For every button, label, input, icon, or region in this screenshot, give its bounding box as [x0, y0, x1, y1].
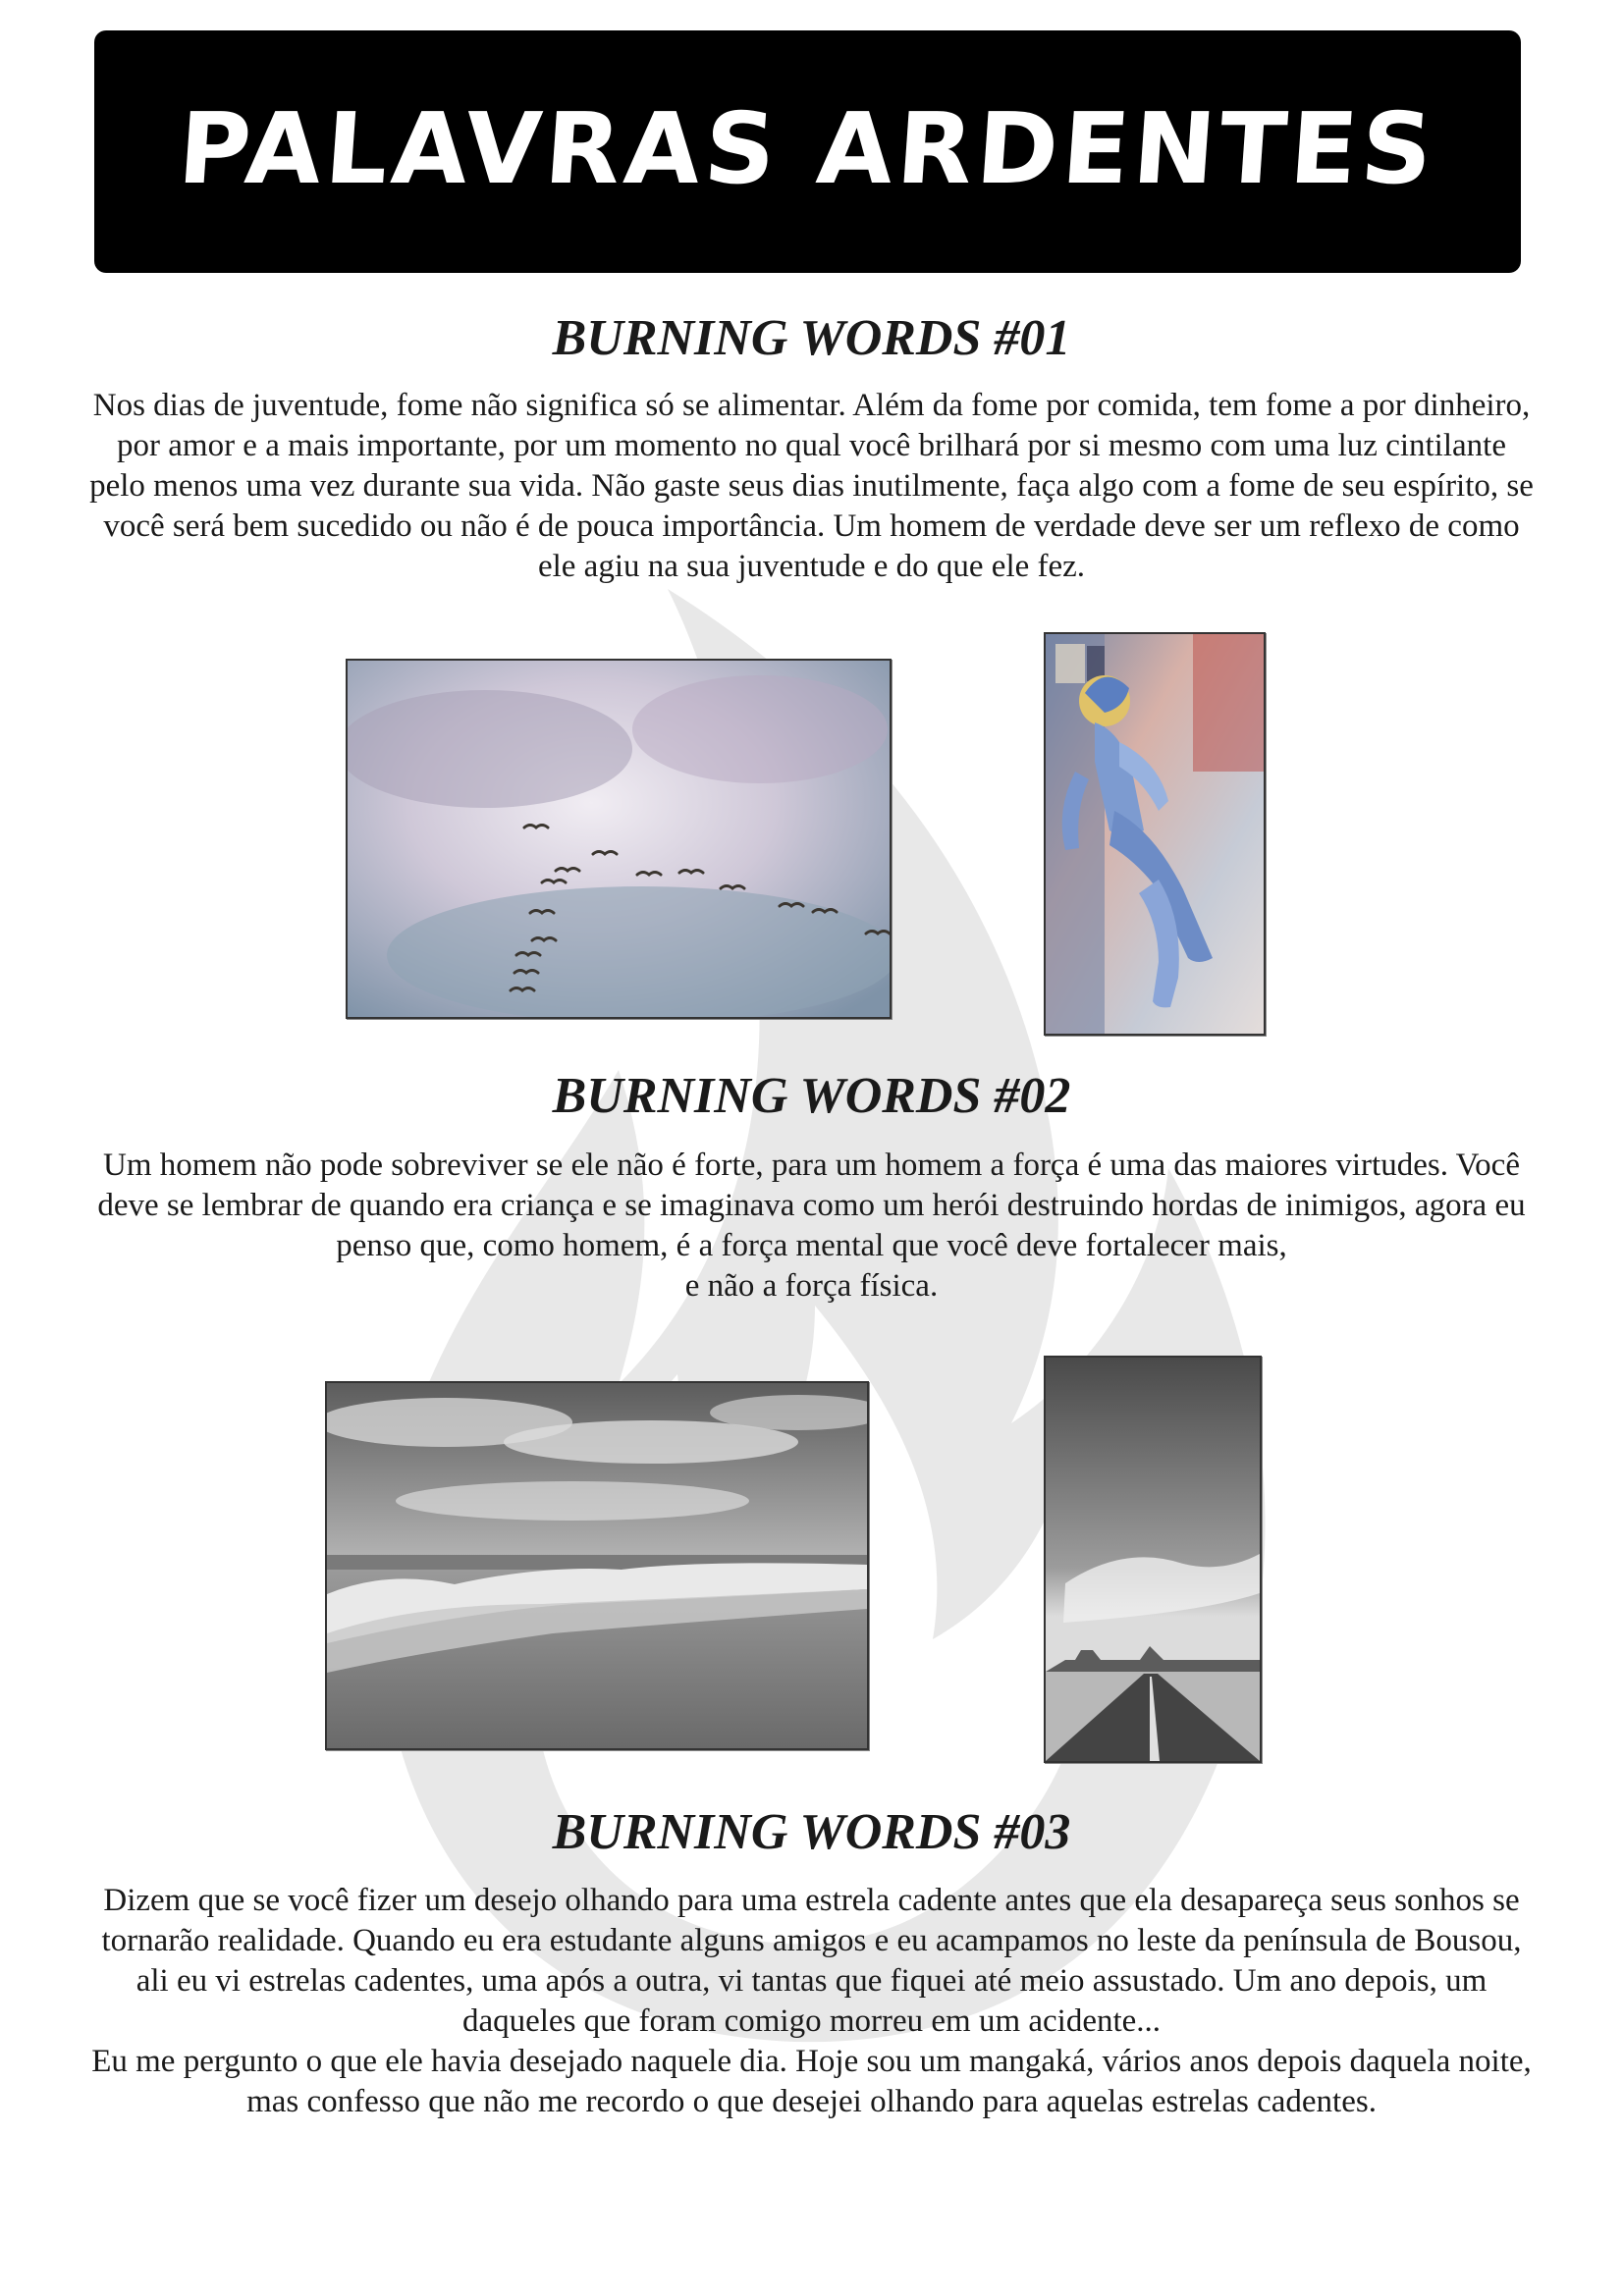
section-text-03 [88, 1881, 1535, 2122]
desert-road-photo [1044, 1356, 1262, 1763]
paragraph: Dizem que se você fizer um desejo olhando para uma estrela cadente antes que ela desapareça seus sonhos se tornarão realidade. Quando eu era estudante alguns amigos e eu acampamos no leste da península de Bousou, ali eu vi estrelas cadentes, uma após a outra, vi tantas que fiquei até meio assustado. Um ano depois, um daqueles que foram comigo morreu em um acidente... [101, 1883, 1522, 2039]
paragraph: Nos dias de juventude, fome não significa só se alimentar. Além da fome por comida, tem fome a por dinheiro, por amor e a mais importante, por um momento no qual você brilhará por si mesmo com uma luz cintilante pelo menos uma vez durante sua vida. Não gaste seus dias inutilmente, faça algo com a fome de seu espírito, se você será bem sucedido ou não é de pouca importância. Um homem de verdade deve ser um reflexo de como ele agiu na sua juventude e do que ele fez. [89, 388, 1534, 584]
page-title: PALAVRAS ARDENTES [175, 91, 1440, 206]
beach-waves-photo [325, 1381, 869, 1750]
title-banner [94, 30, 1521, 273]
paragraph: Um homem não pode sobreviver se ele não é forte, para um homem a força é uma das maiores virtudes. Você deve se lembrar de quando era criança e se imaginava como um herói destruindo hordas de inimigos, agora eu penso que, como homem, é a força mental que você deve fortalecer mais, [97, 1148, 1526, 1263]
section-text-02 [88, 1146, 1535, 1307]
paragraph: Eu me pergunto o que ele havia desejado naquele dia. Hoje sou um mangaká, vários anos depois daquela noite, mas confesso que não me recordo o que desejei olhando para aquelas estrelas cadentes. [91, 2044, 1532, 2119]
armored-figure-photo [1044, 632, 1266, 1036]
paragraph: e não a força física. [684, 1268, 939, 1304]
section-title-02: BURNING WORDS #02 [552, 1068, 1071, 1124]
section-text-01 [88, 386, 1535, 587]
section-title-03: BURNING WORDS #03 [552, 1804, 1071, 1860]
section-title-01: BURNING WORDS #01 [552, 310, 1071, 366]
birds-in-sky-photo [346, 659, 892, 1019]
